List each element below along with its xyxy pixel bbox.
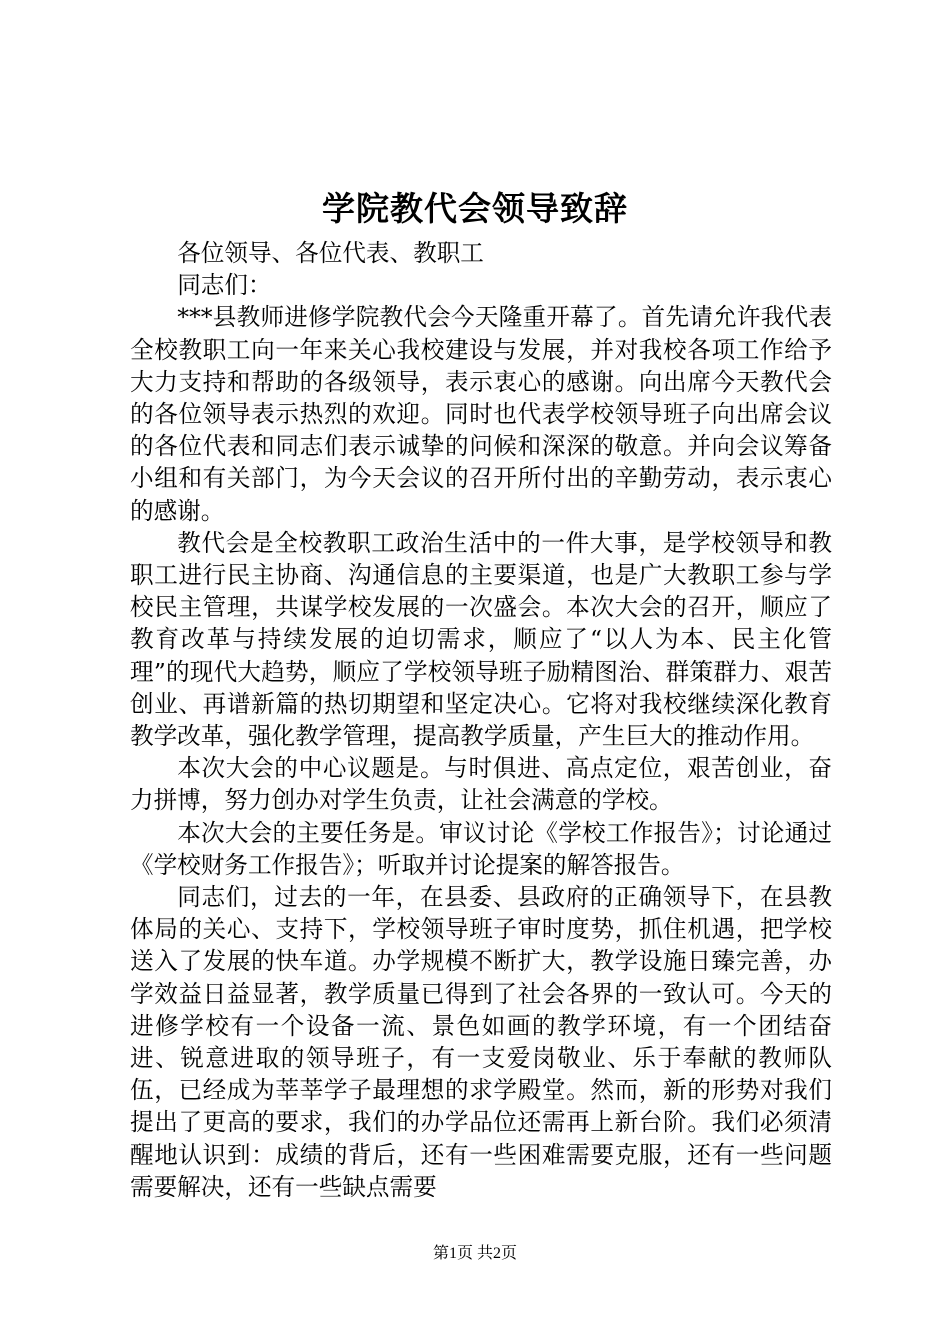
document-body bbox=[130, 237, 832, 1203]
page-number-footer: 第1页 共2页 bbox=[432, 1245, 517, 1262]
paragraph-review: 同志们，过去的一年，在县委、县政府的正确领导下，在县教体局的关心、支持下，学校领导班子审时度势，抓住机遇，把学校送入了发展的快车道。办学规模不断扩大，教学设施日臻完善，办学效益日益显著，教学质量已得到了社会各界的一致认可。今天的进修学校有一个设备一流、景色如画的教学环境，有一个团结奋进、锐意进取的领导班子，有一支爱岗敬业、乐于奉献的教师队伍，已经成为莘莘学子最理想的求学殿堂。然而，新的形势对我们提出了更高的要求，我们的办学品位还需再上新台阶。我们必须清醒地认识到：成绩的背后，还有一些困难需要克服，还有一些问题需要解决，还有一些缺点需要 bbox=[130, 883, 832, 1201]
salutation-line-1: 各位领导、各位代表、教职工 bbox=[177, 239, 484, 267]
paragraph-central-topic: 本次大会的中心议题是。与时俱进、高点定位，艰苦创业，奋力拼博，努力创办对学生负责，让社会满意的学校。 bbox=[130, 754, 832, 815]
salutation-line-2: 同志们： bbox=[177, 271, 272, 300]
paragraph-significance: 教代会是全校教职工政治生活中的一件大事，是学校领导和教职工进行民主协商、沟通信息的主要渠道，也是广大教职工参与学校民主管理，共谋学校发展的一次盛会。本次大会的召开，顺应了教育改革与持续发展的迫切需求，顺应了“以人为本、民主化管理”的现代大趋势，顺应了学校领导班子励精图治、群策群力、艰苦创业、再谱新篇的热切期望和坚定决心。它将对我校继续深化教育教学改革，强化教学管理，提高教学质量，产生巨大的推动作用。 bbox=[130, 528, 832, 751]
document-title: 学院教代会领导致辞 bbox=[322, 189, 628, 228]
paragraph-main-tasks: 本次大会的主要任务是。审议讨论《学校工作报告》；讨论通过《学校财务工作报告》；听取并讨论提案的解答报告。 bbox=[130, 818, 832, 879]
paragraph-opening: ***县教师进修学院教代会今天隆重开幕了。首先请允许我代表全校教职工向一年来关心我校建设与发展，并对我校各项工作给予大力支持和帮助的各级领导，表示衷心的感谢。向出席今天教代会的各位领导表示热烈的欢迎。同时也代表学校领导班子向出席会议的各位代表和同志们表示诚挚的问候和深深的敬意。并向会议筹备小组和有关部门，为今天会议的召开所付出的辛勤劳动，表示衷心的感谢。 bbox=[130, 303, 832, 525]
